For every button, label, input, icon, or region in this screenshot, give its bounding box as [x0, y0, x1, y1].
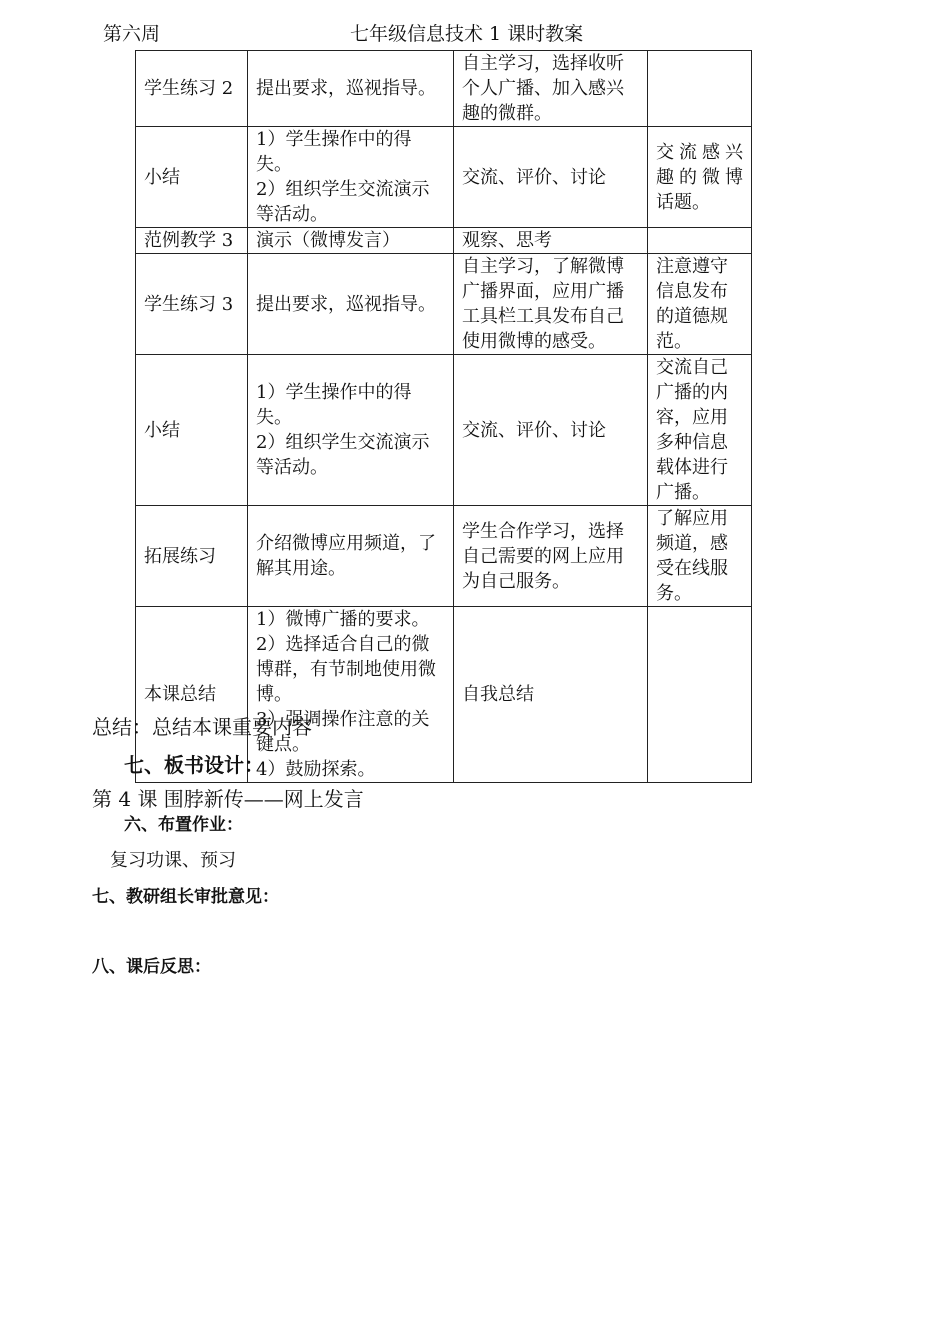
- student-activity-cell: 交流、评价、讨论: [454, 127, 648, 228]
- teacher-activity-cell: [248, 254, 454, 355]
- teacher-activity-line: 演示（微博发言）: [256, 230, 400, 251]
- stage-cell: 范例教学 3: [136, 228, 248, 254]
- table-row: [136, 51, 752, 127]
- teacher-activity-line: 1）学生操作中的得失。: [256, 382, 412, 428]
- stage-cell: 小结: [136, 127, 248, 228]
- teacher-activity-line: 1）学生操作中的得失。: [256, 129, 412, 175]
- reflection-heading: 八、课后反思：: [92, 957, 211, 977]
- teacher-activity-cell: [248, 51, 454, 127]
- student-activity-cell: 自我总结: [454, 607, 648, 783]
- stage-cell: 小结: [136, 355, 248, 506]
- teacher-activity-cell: [248, 228, 454, 254]
- design-intent-cell: 了解应用频道，感受在线服务。: [648, 506, 752, 607]
- design-intent-cell: [648, 228, 752, 254]
- student-activity-cell: 观察、思考: [454, 228, 648, 254]
- stage-cell: 拓展练习: [136, 506, 248, 607]
- teacher-activity-line: 提出要求，巡视指导。: [256, 78, 436, 99]
- summary-text: 总结：总结本课重要内容: [92, 715, 312, 739]
- board-design-heading: 七、板书设计：: [124, 753, 264, 777]
- student-activity-cell: 学生合作学习，选择自己需要的网上应用为自己服务。: [454, 506, 648, 607]
- teacher-activity-line: 1）微博广播的要求。: [256, 609, 430, 630]
- teacher-activity-cell: [248, 127, 454, 228]
- header-week: 第六周: [103, 23, 161, 45]
- stage-cell: 学生练习 2: [136, 51, 248, 127]
- student-activity-cell: 自主学习，选择收听个人广播、加入感兴趣的微群。: [454, 51, 648, 127]
- table-row: [136, 254, 752, 355]
- table-row: [136, 228, 752, 254]
- teacher-activity-line: 2）选择适合自己的微博群，有节制地使用微博。: [256, 634, 436, 705]
- teacher-activity-cell: [248, 506, 454, 607]
- teacher-activity-line: 4）鼓励探索。: [256, 759, 376, 780]
- homework-text: 复习功课、预习: [110, 850, 236, 871]
- teacher-activity-line: 提出要求，巡视指导。: [256, 293, 436, 315]
- header-title: 七年级信息技术 1 课时教案: [350, 23, 584, 45]
- table-row: [136, 506, 752, 607]
- student-activity-cell: 交流、评价、讨论: [454, 355, 648, 506]
- design-intent-cell: 交流感兴趣的微博话题。: [648, 127, 752, 228]
- homework-heading: 六、布置作业：: [124, 815, 243, 835]
- table-row: [136, 355, 752, 506]
- design-intent-cell: 注意遵守信息发布的道德规范。: [648, 254, 752, 355]
- teacher-activity-cell: [248, 355, 454, 506]
- teacher-activity-cell: [248, 607, 454, 783]
- stage-cell: 本课总结: [136, 607, 248, 783]
- lesson-plan-body: [136, 51, 752, 783]
- student-activity-cell: 自主学习，了解微博广播界面，应用广播工具栏工具发布自己使用微博的感受。: [454, 254, 648, 355]
- table-row: [136, 127, 752, 228]
- lesson-title: 第 4 课 围脖新传——网上发言: [92, 787, 364, 811]
- design-intent-cell: [648, 607, 752, 783]
- stage-cell: 学生练习 3: [136, 254, 248, 355]
- teacher-activity-line: 2）组织学生交流演示等活动。: [256, 179, 430, 225]
- teacher-activity-line: 介绍微博应用频道，了解其用途。: [256, 533, 436, 579]
- design-intent-cell: [648, 51, 752, 127]
- review-opinion-heading: 七、教研组长审批意见：: [92, 887, 279, 907]
- lesson-plan-table: [135, 50, 752, 783]
- design-intent-cell: 交流自己广播的内容，应用多种信息载体进行广播。: [648, 355, 752, 506]
- teacher-activity-line: 2）组织学生交流演示等活动。: [256, 432, 430, 478]
- teacher-activity-line: 3）强调操作注意的关键点。: [256, 709, 430, 755]
